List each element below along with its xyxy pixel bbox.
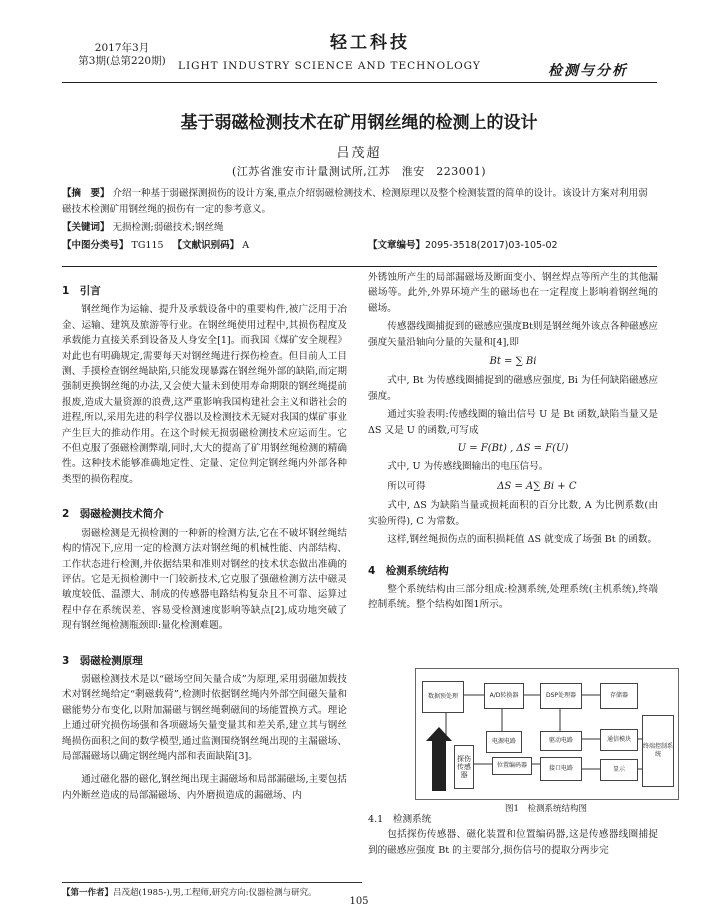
section-4-paragraph: 整个系统结构由三部分组成:检测系统,处理系统(主机系统),终端控制系统。整个结构如图1所示。 [368,583,658,611]
abstract-rule [62,266,657,267]
block-display: 显示 [600,759,638,781]
right-paragraph-continued: 外锈蚀所产生的局部漏磁场及断面变小、钢丝焊点等所产生的其他漏磁场等。此外,外界环境产生的磁场也在一定程度上影响着钢丝绳的磁场。 [368,272,658,314]
keywords-label: 【关键词】 [62,222,110,233]
section-1-paragraph: 钢丝绳作为运输、提升及承载设备中的重要构件,被广泛用于冶金、运输、建筑及旅游等行业。在钢丝绳使用过程中,其损伤程度及承载能力直接关系到设备及人身安全[1]。而我国《煤矿安全规程》对此也有明确规定,需要每天对钢丝绳进行探伤检查。但目前人工目测、手摸检查钢丝绳缺陷,只能发现暴露在钢丝绳外部的缺陷,而定期强制更换钢丝绳的办法,又会使大量未到使用寿命期限的钢丝绳提前报废,造成大量资源的浪费,这严重影响我国构建社会主义和谐社会的进程,所以,采用先进的科学仪器以及检测技术无疑对我国的煤矿事业产生巨大的推动作用。在这个时候无损弱磁检测技术应运而生。它不但克服了强磁检测弊端,同时,大大的提高了矿用钢丝绳检测的精确性。这种技术能够准确地定性、定量、定位判定钢丝绳内外部各种类型的损伤程度。 [62,304,347,485]
doc-code-label: 【文献识别码】 [172,240,240,251]
doc-code-value: A [242,240,250,251]
formula-3-label: 所以可得 [387,480,426,492]
keywords-text: 无损检测;弱磁技术;钢丝绳 [112,222,224,233]
block-driver: 驱动电路 [540,731,582,751]
author-affiliation: (江苏省淮安市计量测试所,江苏 淮安 223001) [231,165,487,178]
abstract [62,186,657,218]
article-number [368,238,658,254]
subsection-4-1 [368,812,658,858]
block-position-encoder: 位置编码器 [492,757,532,775]
issue-number: 第3期(总第220期) [78,55,166,67]
section-name: 检测与分析 [548,63,628,79]
formula-2: U = F(Bt) , ΔS = F(U) [457,443,569,455]
right-paragraph-2: 传感器线圈捕捉到的磁感应强度Bt则是钢丝绳外该点各种磁感应强度矢量沿轴向分量的矢量和[4],即 [368,321,658,348]
clc-value: TG115 [131,240,164,251]
block-storage: 存储器 [600,683,638,709]
footnote-label: 【第一作者】 [62,888,114,898]
article-author: 吕茂超 [336,146,382,161]
clc-info [62,238,362,254]
block-interface: 接口电路 [540,757,582,781]
journal-name-en: LIGHT INDUSTRY SCIENCE AND TECHNOLOGY [178,60,481,72]
subsection-4-1-heading: 4.1 检测系统 [368,814,432,825]
signal-arrow-icon [426,727,452,791]
right-paragraph-3: 式中, Bt 为传感线圈捕捉到的磁感应强度, Bi 为任何缺陷磁感应强度。 [368,375,658,402]
right-paragraph-4: 通过实验表明:传感线圈的输出信号 U 是 Bt 函数,缺陷当量又是 ΔS 又是 U 的函数,可写成 [368,409,658,436]
figure-1 [415,668,679,800]
right-paragraph-5: 式中, U 为传感线圈输出的电压信号。 [387,461,549,473]
clc-label: 【中图分类号】 [62,240,129,251]
journal-name-cn: 轻工科技 [330,33,410,53]
page-number: 105 [349,896,369,907]
right-paragraph-8: 这样,钢丝绳损伤点的面积损耗值 ΔS 就变成了场强 Bt 的函数。 [387,534,658,546]
article-number-label: 【文章编号】 [368,240,426,251]
block-power: 电源电路 [486,731,522,753]
figure-1-caption: 图1 检测系统结构图 [505,804,587,814]
block-sensor: 探伤传感器 [454,745,474,789]
left-column [62,284,347,803]
right-paragraph-7: 式中, ΔS 为缺陷当量或损耗面积的百分比数, A 为比例系数(由实验所得), C 为常数。 [368,500,658,527]
section-3-heading: 3 弱磁检测原理 [62,654,143,667]
issue-info [62,42,182,68]
section-2-heading: 2 弱磁检测技术简介 [62,508,164,521]
section-3-paragraph-1: 弱磁检测技术是以“磁场空间矢量合成”为原理,采用弱磁加载技术对钢丝绳给定“剩磁载荷”,检测时依据钢丝绳内外部空间磁矢量和磁能势分布变化,以附加漏磁与钢丝绳剩磁间的场能置换方式。理论上通过研究损伤场强和各项磁场矢量变量其和差关系,建立其与钢丝绳损伤面积之间的数学模型,通过监测围绕钢丝绳出现的主漏磁场、局部漏磁场以确定钢丝绳内部和表面缺陷[3]。 [62,673,347,762]
abstract-text: 介绍一种基于弱磁探测损伤的设计方案,重点介绍弱磁检测技术、检测原理以及整个检测装置的简单的设计。该设计方案对利用弱磁技术检测矿用钢丝绳的损伤有一定的参考意义。 [62,188,648,215]
issue-date: 2017年3月 [94,42,150,54]
right-column [368,270,658,613]
subsection-4-1-paragraph: 包括探伤传感器、磁化装置和位置编码器,这是传感器线圈捕捉到的磁感应强度 Bt 的主要部分,损伤信号的提取分两步完 [368,829,658,856]
formula-1: Bt = ∑ Bi [489,356,537,368]
section-3-paragraph-2: 通过磁化器的磁化,钢丝绳出现主漏磁场和局部漏磁场,主要包括内外断丝造成的局部漏磁场、内外磨损造成的漏磁场、内 [62,774,347,801]
block-terminal-control: 终端控制系统 [642,715,674,787]
formula-3: ΔS = A∑ Bi + C [497,480,577,492]
block-adc: A/D转换器 [484,683,524,709]
article-number-value: 2095-3518(2017)03-105-02 [425,240,558,251]
keywords [62,220,657,236]
footnote-text: 吕茂超(1985-),男,工程师,研究方向:仪器检测与研究。 [113,888,317,898]
article-title: 基于弱磁检测技术在矿用钢丝绳的检测上的设计 [180,113,538,133]
abstract-label: 【摘 要】 [62,188,110,199]
block-preprocessing: 数据预处理 [422,681,464,713]
section-4-heading: 4 检测系统结构 [368,564,449,577]
section-2-paragraph: 弱磁检测是无损检测的一种新的检测方法,它在不破坏钢丝绳结构的情况下,应用一定的检测方法对钢丝绳的机械性能、内部结构、工作状态进行检测,并依据结果和准则对钢丝的技术状态做出准确的评估。它是无损检测中一门较新技术,它克服了强磁检测方法中磁灵敏度较低、温漂大、制成的传感器电路结构复杂且不可靠、运算过程中存在系统误差、容易受检测速度影响等缺点[2],成功地突破了现有钢丝绳检测瓶颈即:量化检测难题。 [62,527,347,632]
block-communication: 通信模块 [600,729,638,751]
header-rule [62,82,657,83]
section-1-heading: 1 引言 [62,285,101,297]
block-dsp: DSP处理器 [540,683,582,709]
